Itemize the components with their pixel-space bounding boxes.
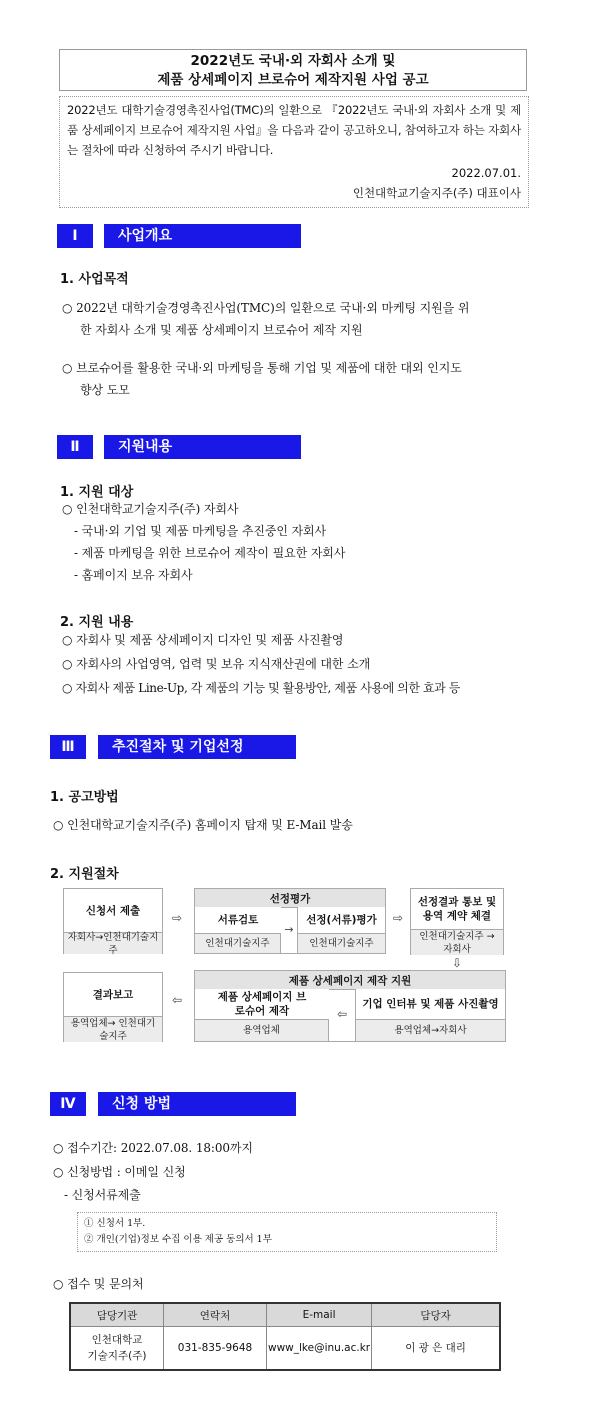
header-org: 담당기관 [70,1303,164,1327]
target-sub-3: - 홈페이지 보유 자회사 [74,568,193,582]
target-main: ○ 인천대학교기술지주(주) 자회사 [62,502,239,516]
flow-notify: 선정결과 통보 및 용역 계약 체결 [411,889,503,929]
arrow-right-icon: ⇨ [171,911,183,925]
process-heading: 2. 지원절차 [50,867,119,882]
org-line-1: 인천대학교 [91,1334,143,1346]
purpose-item-2-line-2: 향상 도모 [80,383,130,397]
cell-phone: 031-835-9648 [164,1327,267,1371]
section-3-number: Ⅲ [50,735,86,759]
cell-org [70,1327,164,1371]
flow-report: 결과보고 [64,973,162,1016]
contact-table-header [70,1303,500,1327]
flow-doc-review: 서류검토 [195,907,281,933]
intro-text: 2022년도 대학기술경영촉진사업(TMC)의 일환으로 『2022년도 국내·외 자회사 소개 및 제품 상세페이지 브로슈어 제작지원 사업』을 다음과 같이 공고하오니, 참여하고자 하는 자회사는 절차에 따라 신청하여 주시기 바랍니다. [67,103,521,157]
cell-email[interactable]: www_lke@inu.ac.kr [267,1327,372,1371]
arrow-right-icon: → [284,923,294,936]
cell-person: 이 광 은 대리 [372,1327,500,1371]
flow-make: 제품 상세페이지 브로슈어 제작 [195,989,329,1019]
purpose-item-2-line-1: ○ 브로슈어를 활용한 국내·외 마케팅을 통해 기업 및 제품에 대한 대외 인지도 [62,361,462,375]
flow-make-sub: 용역업체 [195,1019,329,1041]
apply-period: ○ 접수기간: 2022.07.08. 18:00까지 [53,1141,253,1155]
header-person: 담당자 [372,1303,500,1327]
notice-method-heading: 1. 공고방법 [50,790,119,805]
content-heading: 2. 지원 내용 [60,615,134,630]
flow-notify-sub: 인천대기술지주 →자회사 [411,929,503,955]
required-doc-1: ① 신청서 1부. [84,1218,146,1229]
apply-docs-label: - 신청서류제출 [64,1188,141,1202]
flow-production-box [194,970,506,1042]
flow-interview: 기업 인터뷰 및 제품 사진촬영 [355,989,505,1019]
flow-eval-title: 선정평가 [195,889,385,908]
flow-apply-sub: 자회사→인천대기술지주 [64,932,162,954]
title-line-1: 2022년도 국내·외 자회사 소개 및 [190,53,396,69]
required-docs-box [77,1212,497,1252]
target-sub-1: - 국내·외 기업 및 제품 마케팅을 추진중인 자회사 [74,524,327,538]
section-3-title: 추진절차 및 기업선정 [98,735,296,759]
section-2-number: Ⅱ [57,435,93,459]
section-1-number: Ⅰ [57,224,93,248]
table-row [70,1327,500,1371]
content-item-3: ○ 자회사 제품 Line-Up, 각 제품의 기능 및 활용방안, 제품 사용에 의한 효과 등 [62,681,460,695]
target-sub-2: - 제품 마케팅을 위한 브로슈어 제작이 필요한 자회사 [74,546,346,560]
purpose-heading: 1. 사업목적 [60,272,129,287]
title-line-2: 제품 상세페이지 브로슈어 제작지원 사업 공고 [157,72,429,88]
purpose-item-1-line-2: 한 자회사 소개 및 제품 상세페이지 브로슈어 제작 지원 [80,323,363,337]
arrow-down-icon: ⇩ [451,956,463,970]
flow-apply: 신청서 제출 [64,889,162,932]
arrow-left-icon: ⇦ [336,1007,348,1021]
contact-table [69,1302,501,1371]
apply-method: ○ 신청방법 : 이메일 신청 [53,1165,186,1179]
flow-select-eval: 선정(서류)평가 [297,907,385,933]
flow-production-title: 제품 상세페이지 제작 지원 [195,971,505,990]
flow-interview-sub: 용역업체→자회사 [355,1019,505,1041]
section-1-title: 사업개요 [104,224,301,248]
required-doc-2: ② 개인(기업)정보 수집 이용 제공 동의서 1부 [84,1234,272,1245]
section-2-title: 지원내용 [104,435,301,459]
flow-eval-box [194,888,386,954]
purpose-item-1-line-1: ○ 2022년 대학기술경영촉진사업(TMC)의 일환으로 국내·외 마케팅 지원을 위 [62,301,470,315]
arrow-right-icon: ⇨ [392,911,404,925]
arrow-left-icon: ⇦ [171,993,183,1007]
flow-select-eval-sub: 인천대기술지주 [297,933,385,953]
contact-label: ○ 접수 및 문의처 [53,1277,144,1291]
org-line-2: 기술지주(주) [87,1350,147,1362]
section-4-title: 신청 방법 [98,1092,296,1116]
header-email: E-mail [267,1303,372,1327]
flow-apply-box [63,888,163,954]
notice-title [59,49,527,91]
intro-signature: 인천대학교기술지주(주) 대표이사 [352,186,521,200]
notice-method-item: ○ 인천대학교기술지주(주) 홈페이지 탑재 및 E-Mail 발송 [53,818,353,832]
intro-date: 2022.07.01. [451,166,521,180]
flow-doc-review-sub: 인천대기술지주 [195,933,281,953]
flow-report-box [63,972,163,1042]
target-heading: 1. 지원 대상 [60,485,134,500]
content-item-2: ○ 자회사의 사업영역, 업력 및 보유 지식재산권에 대한 소개 [62,657,371,671]
section-4-number: Ⅳ [50,1092,86,1116]
intro-box [59,96,529,208]
content-item-1: ○ 자회사 및 제품 상세페이지 디자인 및 제품 사진촬영 [62,633,344,647]
flow-report-sub: 용역업체→ 인천대기술지주 [64,1016,162,1042]
header-phone: 연락처 [164,1303,267,1327]
flow-notify-box [410,888,504,955]
